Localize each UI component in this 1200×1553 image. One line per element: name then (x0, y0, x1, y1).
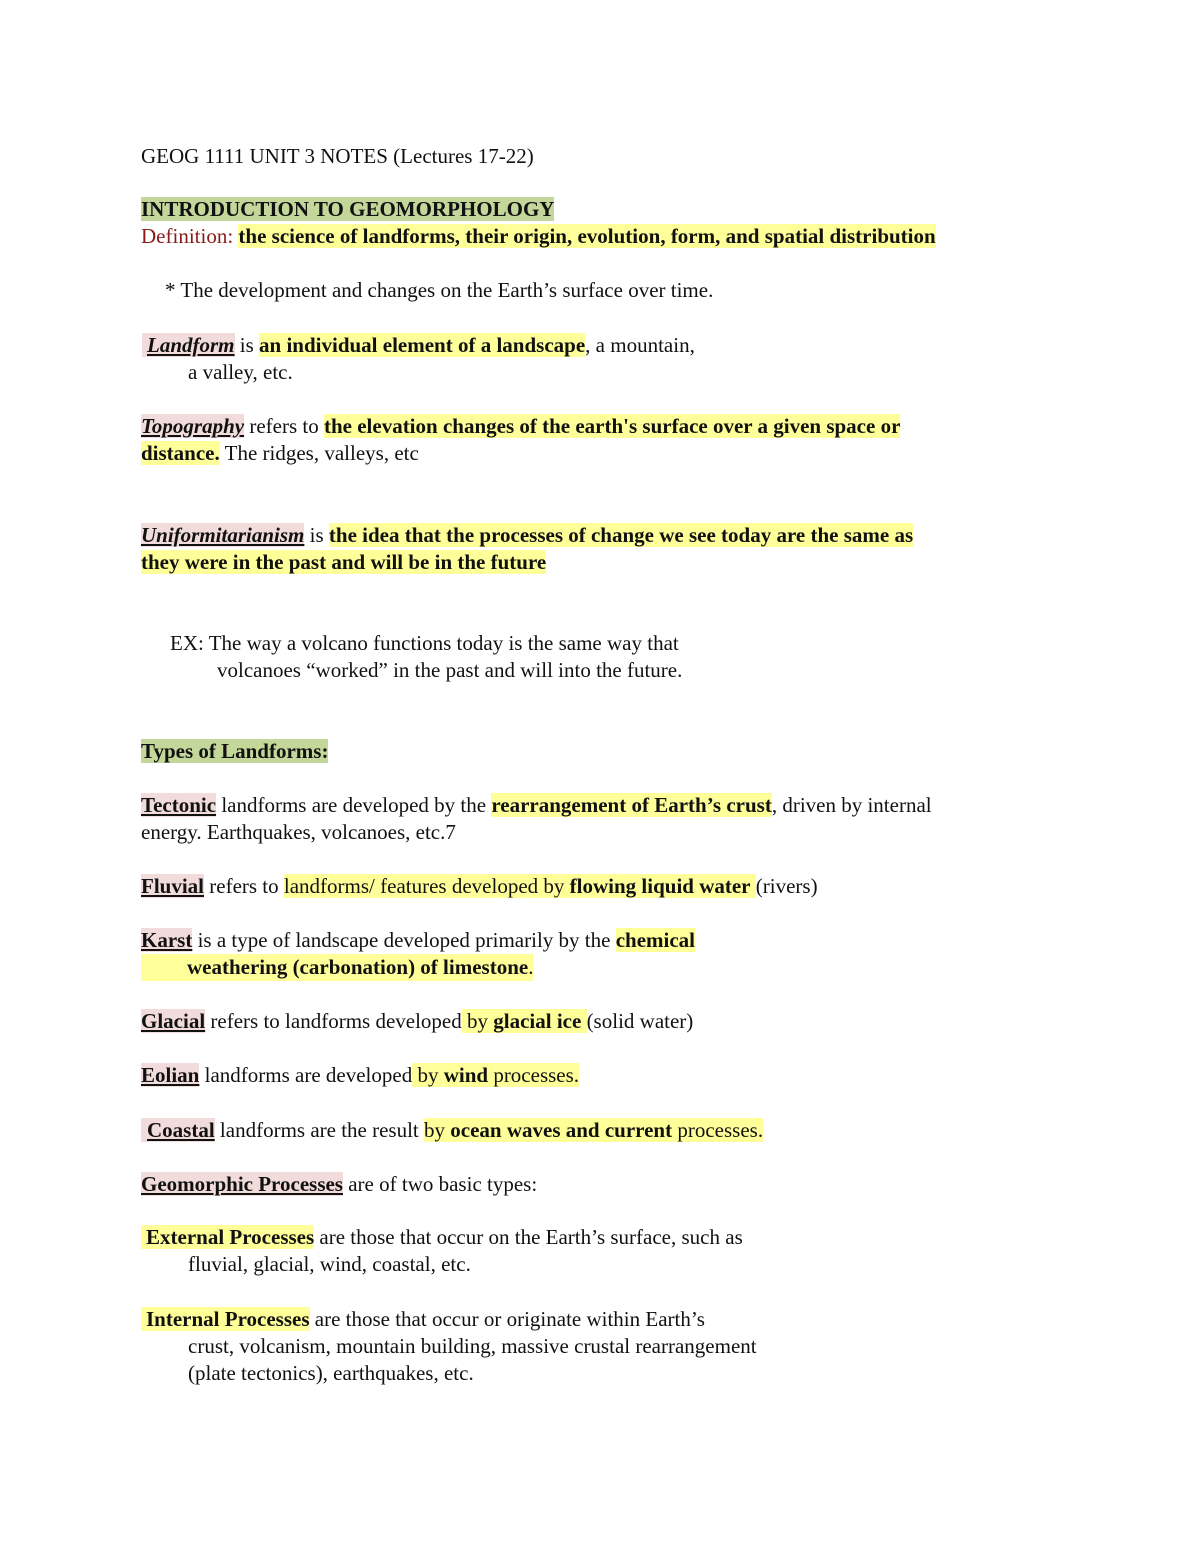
tectonic-line-1 (141, 792, 932, 819)
fluvial-highlight-b: flowing liquid water (569, 874, 751, 898)
landform-rest: , a mountain, (585, 333, 695, 357)
external-term: External Processes (141, 1225, 314, 1249)
doc-title-text: GEOG 1111 UNIT 3 NOTES (Lectures 17-22) (141, 144, 534, 168)
topography-def-2: distance. (141, 441, 220, 465)
karst-highlight-2: weathering (carbonation) of limestone (187, 955, 529, 979)
uniformitarianism-term: Uniformitarianism (141, 523, 305, 547)
definition-text: the science of landforms, their origin, evolution, form, and spatial distribution (238, 224, 936, 248)
doc-title (141, 143, 534, 170)
glacial-term: Glacial (141, 1009, 206, 1033)
karst-post: . (528, 955, 534, 979)
internal-line-2: crust, volcanism, mountain building, massive crustal rearrangement (188, 1334, 757, 1358)
fluvial-highlight-a: landforms/ features developed by (283, 874, 570, 898)
intro-note (165, 277, 713, 304)
tectonic-highlight: rearrangement of Earth’s crust (491, 793, 772, 817)
landform-line-2 (142, 359, 695, 386)
glacial-highlight-b: glacial ice (493, 1009, 582, 1033)
section-heading-types (141, 738, 328, 765)
coastal-pre: landforms are the result (214, 1118, 425, 1142)
uniformitarianism-entry (141, 522, 913, 576)
geomorphic-processes-term: Geomorphic Processes (141, 1172, 343, 1196)
uniformitarianism-def-2: they were in the past and will be in the future (141, 550, 547, 574)
eolian-entry (141, 1062, 579, 1089)
eolian-highlight-a: by (412, 1063, 444, 1087)
intro-heading: INTRODUCTION TO GEOMORPHOLOGY (141, 197, 555, 221)
glacial-post: (solid water) (586, 1009, 694, 1033)
example-line-1: EX: The way a volcano functions today is the same way that (170, 631, 679, 655)
karst-highlight-wrap (141, 954, 533, 981)
landform-entry (142, 332, 695, 386)
topography-rest: The ridges, valleys, etc (219, 441, 419, 465)
external-processes-entry (141, 1224, 743, 1278)
external-line-2: fluvial, glacial, wind, coastal, etc. (188, 1252, 471, 1276)
section-heading-intro (141, 196, 554, 223)
example-block (170, 630, 682, 684)
eolian-pre: landforms are developed (199, 1063, 413, 1087)
fluvial-post: (rivers) (755, 874, 818, 898)
external-line-1 (141, 1224, 743, 1251)
fluvial-pre: refers to (204, 874, 284, 898)
external-line-1-text: are those that occur on the Earth’s surface, such as (314, 1225, 743, 1249)
coastal-highlight-b: ocean waves and current (450, 1118, 673, 1142)
tectonic-entry (141, 792, 932, 846)
tectonic-line-2: energy. Earthquakes, volcanoes, etc.7 (141, 820, 456, 844)
intro-note-text: * The development and changes on the Earth’s surface over time. (165, 278, 714, 302)
eolian-term: Eolian (141, 1063, 200, 1087)
tectonic-pre: landforms are developed by the (216, 793, 492, 817)
definition-line (141, 223, 936, 250)
glacial-pre: refers to landforms developed (205, 1009, 462, 1033)
fluvial-term: Fluvial (141, 874, 205, 898)
topography-def-1: the elevation changes of the earth's surface over a given space or (323, 414, 901, 438)
topography-line-2 (141, 440, 900, 467)
landform-rest-2: a valley, etc. (188, 360, 293, 384)
karst-line-1 (141, 927, 695, 954)
karst-highlight-1: chemical (615, 928, 696, 952)
topography-term: Topography (141, 414, 245, 438)
definition-label: Definition: (141, 224, 239, 248)
coastal-highlight (424, 1118, 763, 1142)
geomorphic-processes-post: are of two basic types: (342, 1172, 538, 1196)
landform-line-1 (142, 332, 695, 359)
topography-line-1 (141, 413, 900, 440)
karst-pre: is a type of landscape developed primarily by the (192, 928, 616, 952)
karst-term: Karst (141, 928, 193, 952)
internal-line-3: (plate tectonics), earthquakes, etc. (188, 1361, 474, 1385)
eolian-highlight-c: processes. (488, 1063, 580, 1087)
types-heading: Types of Landforms: (141, 739, 329, 763)
uniformitarianism-def-1: the idea that the processes of change we see today are the same as (328, 523, 914, 547)
tectonic-term: Tectonic (141, 793, 217, 817)
landform-is: is (234, 333, 260, 357)
topography-entry (141, 413, 900, 467)
internal-processes-entry (141, 1306, 757, 1387)
uniformitarianism-line-2 (141, 549, 913, 576)
uniformitarianism-line-1 (141, 522, 913, 549)
uniformitarianism-is: is (304, 523, 329, 547)
fluvial-entry (141, 873, 818, 900)
karst-entry (141, 927, 695, 981)
internal-term: Internal Processes (141, 1307, 310, 1331)
coastal-highlight-a: by (424, 1118, 451, 1142)
internal-line-1-text: are those that occur or originate within Earth’s (309, 1307, 705, 1331)
glacial-entry (141, 1008, 693, 1035)
eolian-highlight (412, 1063, 579, 1087)
coastal-highlight-c: processes. (672, 1118, 764, 1142)
karst-line-2 (141, 954, 695, 981)
example-line-2: volcanoes “worked” in the past and will into the future. (217, 658, 683, 682)
landform-term: Landform (142, 333, 235, 357)
landform-def: an individual element of a landscape (259, 333, 586, 357)
coastal-term: Coastal (141, 1118, 215, 1142)
eolian-highlight-b: wind (443, 1063, 489, 1087)
geomorphic-processes-entry (141, 1171, 537, 1198)
tectonic-post: , driven by internal (771, 793, 932, 817)
coastal-entry (141, 1117, 763, 1144)
internal-line-1 (141, 1306, 757, 1333)
glacial-highlight (462, 1009, 587, 1033)
topography-refers: refers to (244, 414, 324, 438)
fluvial-highlight (284, 874, 756, 898)
glacial-highlight-a: by (461, 1009, 494, 1033)
